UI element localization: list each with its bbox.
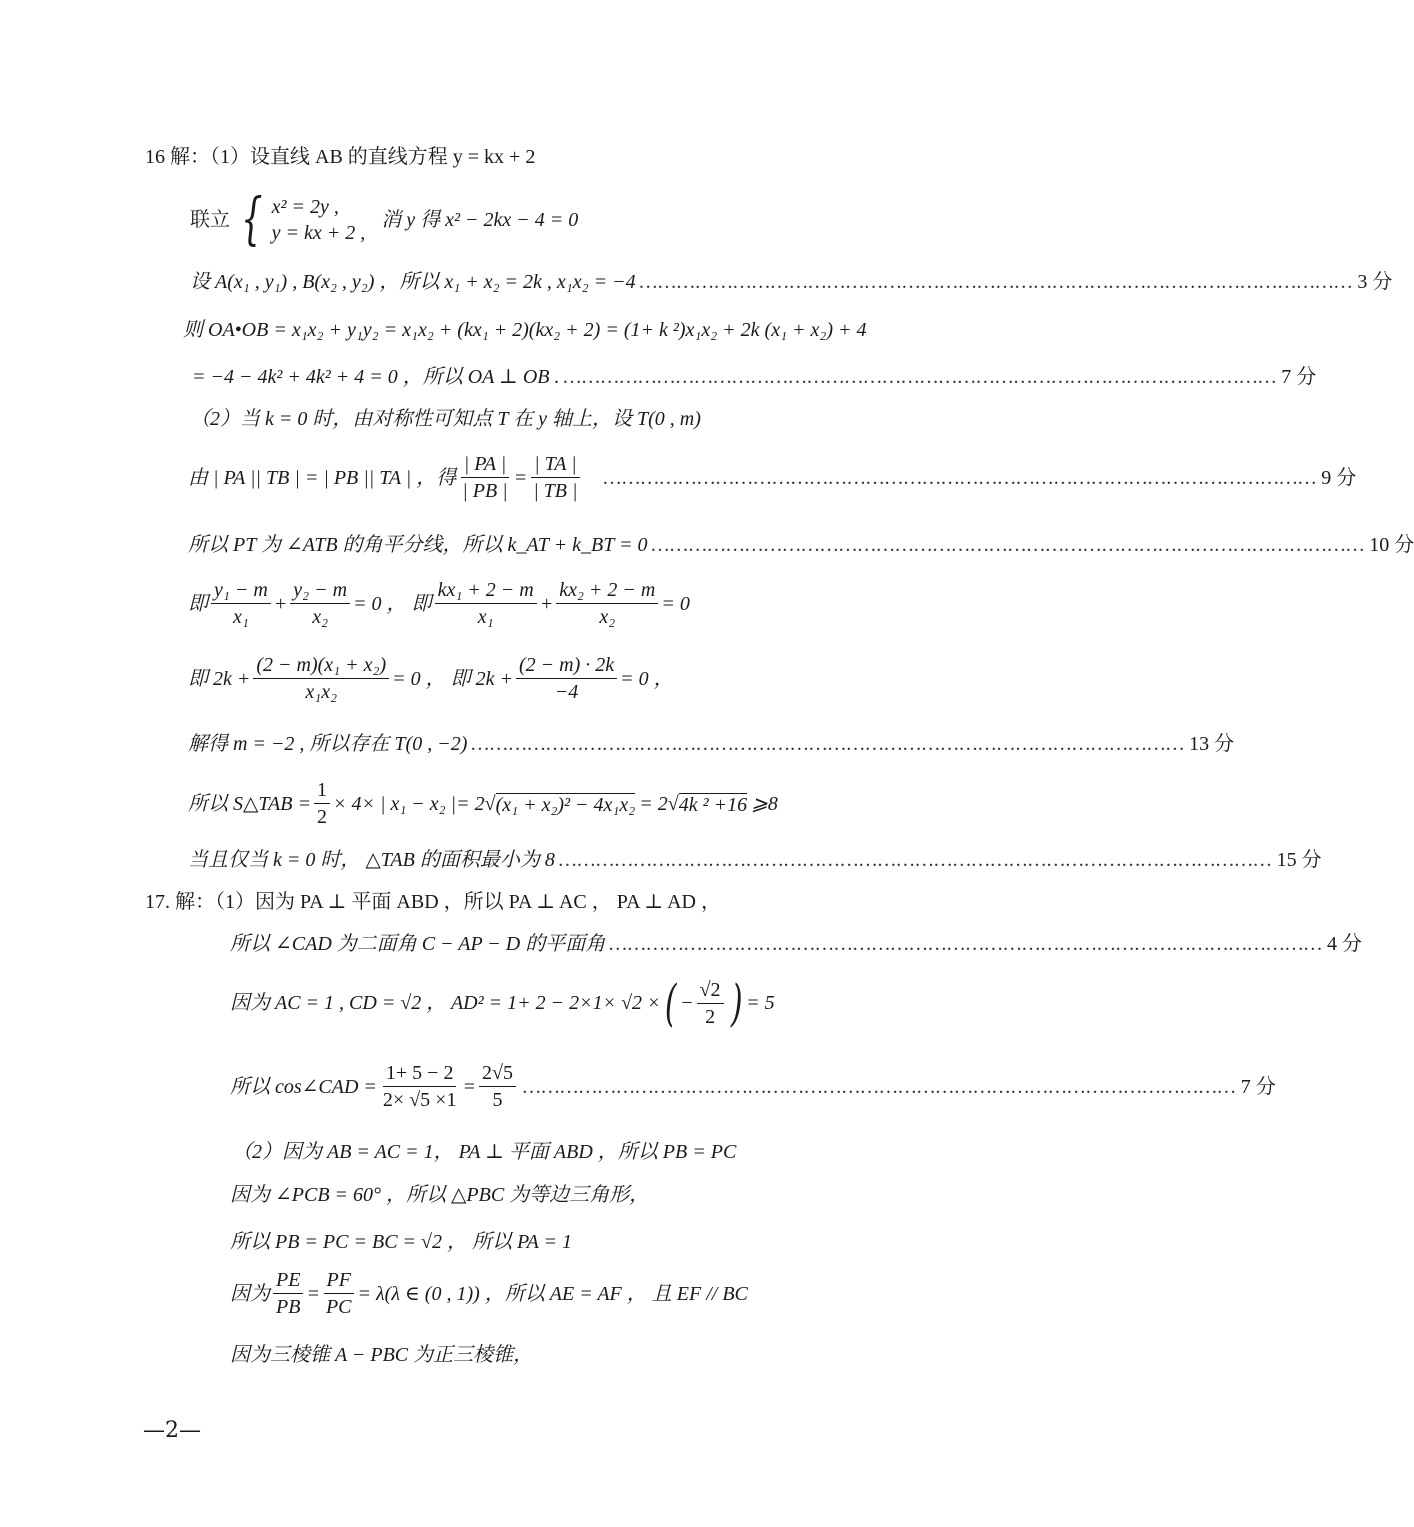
q16-ratio-line: 由 | PA || TB | = | PB || TA | ，得 $\frac{| PA |}{| PB |}$ = $\frac{| TA |}{| TB |}$ …………………………………………………………………………………………………… 9 分: [188, 453, 1357, 502]
denominator: | TB |: [533, 480, 578, 502]
numerator: kx₁ + 2 − m: [435, 580, 537, 604]
q16-slope-end: = 0: [661, 592, 690, 615]
q17-ratio-frac1: [273, 1270, 303, 1317]
q16-equation-system: [272, 197, 366, 243]
q16-slope-prefix: 即: [188, 592, 208, 615]
q17-part2-heading: （2）因为 AB = AC = 1， PA ⊥ 平面 ABD ，所以 PB = PC: [232, 1141, 737, 1163]
q16-area-min-line: [188, 849, 1322, 871]
numerator: (2 − m)(x₁ + x₂): [253, 655, 389, 679]
q17-cos-frac2: [479, 1063, 516, 1110]
denominator: | PB |: [462, 480, 508, 502]
q16-system: [190, 187, 579, 252]
q16-area-radicand1: (x₁ + x₂)² − 4x₁x₂: [495, 793, 636, 816]
q16-part2-heading: （2）当 k = 0 时，由对称性可知点 T 在 y 轴上，设 T(0 , m): [190, 408, 701, 430]
q16-area-mid: × 4× | x₁ − x₂ |= 2: [332, 792, 485, 815]
score-label: 4 分: [1327, 933, 1363, 955]
q16-slope-frac4: [556, 580, 658, 627]
numerator: | PA |: [461, 454, 510, 478]
leader-dots: ……………………………………………………………………………………………………: [651, 534, 1366, 556]
q16-dot-result: = −4 − 4k² + 4k² + 4 = 0 ，所以 OA ⊥ OB .: [192, 366, 560, 388]
numerator: 1: [314, 780, 330, 804]
q17-pyramid: 因为三棱锥 A − PBC 为正三棱锥，: [230, 1344, 534, 1366]
q17-pb-value: 所以 PB = PC = BC = √2 ， 所以 PA = 1: [230, 1231, 573, 1253]
numerator: kx₂ + 2 − m: [556, 580, 658, 604]
q17-ratio-line: 因为 $\frac{PE}{PB}$ = $\frac{PF}{PC}$ = λ(λ ∈ (0 , 1)) ，所以 AE = AF ， 且 EF // BC: [230, 1269, 748, 1318]
denominator: 2: [705, 1005, 716, 1028]
numerator: 2√5: [479, 1063, 516, 1087]
leader-dots: ……………………………………………………………………………………………………: [609, 933, 1324, 955]
q16-simplify-end: = 0 ，: [620, 667, 674, 690]
q16-simplify-prefix: 即 2k +: [188, 667, 251, 690]
q16-bisector: 所以 PT 为 ∠ATB 的角平分线，所以 k_AT + k_BT = 0: [188, 534, 648, 556]
numerator: (2 − m) · 2k: [516, 655, 617, 679]
q17-ad-line: 因为 AC = 1 , CD = √2 ， AD² = 1+ 2 − 2×1× √2 × ( − $\frac{√2}{2}$ ) = 5: [230, 974, 775, 1032]
q16-dot-product: 则 OA•OB = x₁x₂ + y₁y₂ = x₁x₂ + (kx₁ + 2)(kx₂ + 2) = (1+ k ²)x₁x₂ + 2k (x₁ + x₂) + 4: [183, 319, 867, 341]
denominator: x₂: [312, 606, 329, 628]
q17-cos-line: 所以 cos∠CAD = $\frac{1+ 5 - 2}{2\times √5 \times 1}$ = $\frac{2√5}{5}$ …………………………………………………………………………………………………… 7 分: [230, 1062, 1276, 1111]
q16-area-mid2: = 2: [639, 792, 668, 815]
left-paren-icon: (: [664, 974, 677, 1032]
denominator: 2× √5 ×1: [382, 1089, 457, 1111]
q16-dot-result-line: [192, 366, 1317, 388]
denominator: 5: [492, 1089, 503, 1111]
q16-slope-frac3: [435, 580, 537, 627]
q16-ratio-frac2: [530, 454, 580, 501]
numerator: √2: [697, 980, 724, 1004]
q16-simplify-mid: = 0 ， 即 2k +: [392, 667, 513, 690]
q16-bisector-line: [188, 534, 1414, 556]
page-number: —2—: [143, 1418, 201, 1443]
denominator: −4: [554, 681, 579, 703]
q17-dihedral-line: [230, 933, 1363, 955]
q16-slope-frac1: [211, 580, 271, 627]
numerator: y₁ − m: [211, 580, 271, 604]
leader-dots: ……………………………………………………………………………………………………: [563, 366, 1278, 388]
score-label: 9 分: [1321, 466, 1357, 489]
q17-heading: 17. 解：（1）因为 PA ⊥ 平面 ABD ，所以 PA ⊥ AC ， PA ⊥ AD ，: [145, 891, 721, 913]
q16-simplify-frac1: [253, 655, 389, 702]
q16-slope-line: 即 $\frac{\text{y₁ − m}}{\text{x₁}}$ + $\frac{\text{y₂ − m}}{\text{x₂}}$ = 0 ， 即 $\frac{\text{kx₁ + 2 − m}}{\text{x₁}}$ + $\frac{\text{kx₂ + 2 − m}}{\text{x₂}}$ = 0: [188, 579, 690, 628]
score-label: 13 分: [1189, 733, 1235, 755]
q17-ratio-frac2: [323, 1270, 355, 1317]
q16-heading: 16 解：（1）设直线 AB 的直线方程 y = kx + 2: [145, 146, 536, 168]
q16-points-text: 设 A(x₁ , y₁) , B(x₂ , y₂) ，所以 x₁ + x₂ = 2k , x₁x₂ = −4: [190, 271, 636, 293]
q16-area-line: [188, 780, 778, 827]
q16-ratio-frac1: [459, 454, 510, 501]
score-label: 7 分: [1281, 366, 1317, 388]
numerator: PE: [273, 1270, 303, 1294]
numerator: y₂ − m: [290, 580, 350, 604]
q17-ad-end: = 5: [746, 992, 775, 1014]
q16-system-result: 消 y 得 x² − 2kx − 4 = 0: [381, 209, 579, 231]
q16-points-line: [190, 271, 1393, 293]
denominator: PB: [276, 1296, 301, 1318]
denominator: PC: [325, 1296, 352, 1318]
q16-area-end: ⩾8: [751, 792, 778, 815]
denominator: x₁x₂: [305, 681, 338, 703]
q16-slope-frac2: [290, 580, 350, 627]
score-label: 10 分: [1369, 534, 1414, 556]
q16-system-label: 联立: [190, 209, 230, 231]
score-label: 7 分: [1240, 1075, 1276, 1098]
q16-simplify-frac2: [516, 655, 617, 702]
numerator: | TA |: [531, 454, 580, 478]
numerator: 1+ 5 − 2: [383, 1063, 457, 1087]
score-label: 15 分: [1276, 849, 1322, 871]
q17-ad-frac: [697, 980, 724, 1027]
q17-dihedral: 所以 ∠CAD 为二面角 C − AP − D 的平面角: [230, 933, 606, 955]
leader-dots: ……………………………………………………………………………………………………: [522, 1075, 1237, 1098]
q16-system-eq1: x² = 2y ,: [271, 196, 339, 218]
q16-ratio-prefix: 由 | PA || TB | = | PB || TA | ，得: [188, 466, 457, 489]
left-brace-icon: {: [241, 187, 263, 252]
denominator: 2: [316, 806, 327, 828]
sqrt-icon: √: [484, 792, 496, 815]
q16-system-eq2: y = kx + 2 ,: [271, 222, 366, 244]
leader-dots: ……………………………………………………………………………………………………: [471, 733, 1186, 755]
q17-ratio-end: = λ(λ ∈ (0 , 1)) ，所以 AE = AF ， 且 EF // BC: [357, 1282, 748, 1305]
leader-dots: ……………………………………………………………………………………………………: [558, 849, 1273, 871]
leader-dots: ……………………………………………………………………………………………………: [639, 271, 1354, 293]
denominator: x₂: [599, 606, 616, 628]
sqrt-icon: √: [667, 792, 679, 815]
q16-area-radicand2: 4k ² +16: [678, 793, 748, 816]
q16-slope-mid: = 0 ， 即: [353, 592, 432, 615]
q16-solve-line: [188, 733, 1235, 755]
q16-area-half: [314, 780, 330, 827]
q17-ratio-prefix: 因为: [230, 1282, 270, 1305]
numerator: PF: [324, 1270, 354, 1294]
right-paren-icon: ): [730, 974, 743, 1032]
q17-ad-prefix: 因为 AC = 1 , CD = √2 ， AD² = 1+ 2 − 2×1× √2 ×: [230, 992, 661, 1014]
denominator: x₁: [232, 606, 249, 628]
q16-simplify-line: [188, 655, 674, 702]
q17-equilateral: 因为 ∠PCB = 60° ，所以 △PBC 为等边三角形，: [230, 1184, 650, 1206]
q17-cos-frac1: [380, 1063, 460, 1110]
q16-solve: 解得 m = −2 , 所以存在 T(0 , −2): [188, 733, 468, 755]
q17-cos-prefix: 所以 cos∠CAD =: [230, 1075, 377, 1098]
leader-dots: ……………………………………………………………………………………………………: [603, 466, 1318, 489]
q16-area-min: 当且仅当 k = 0 时， △TAB 的面积最小为 8: [188, 849, 555, 871]
denominator: x₁: [477, 606, 494, 628]
q16-area-prefix: 所以 S△TAB =: [188, 792, 311, 815]
score-label: 3 分: [1357, 271, 1393, 293]
